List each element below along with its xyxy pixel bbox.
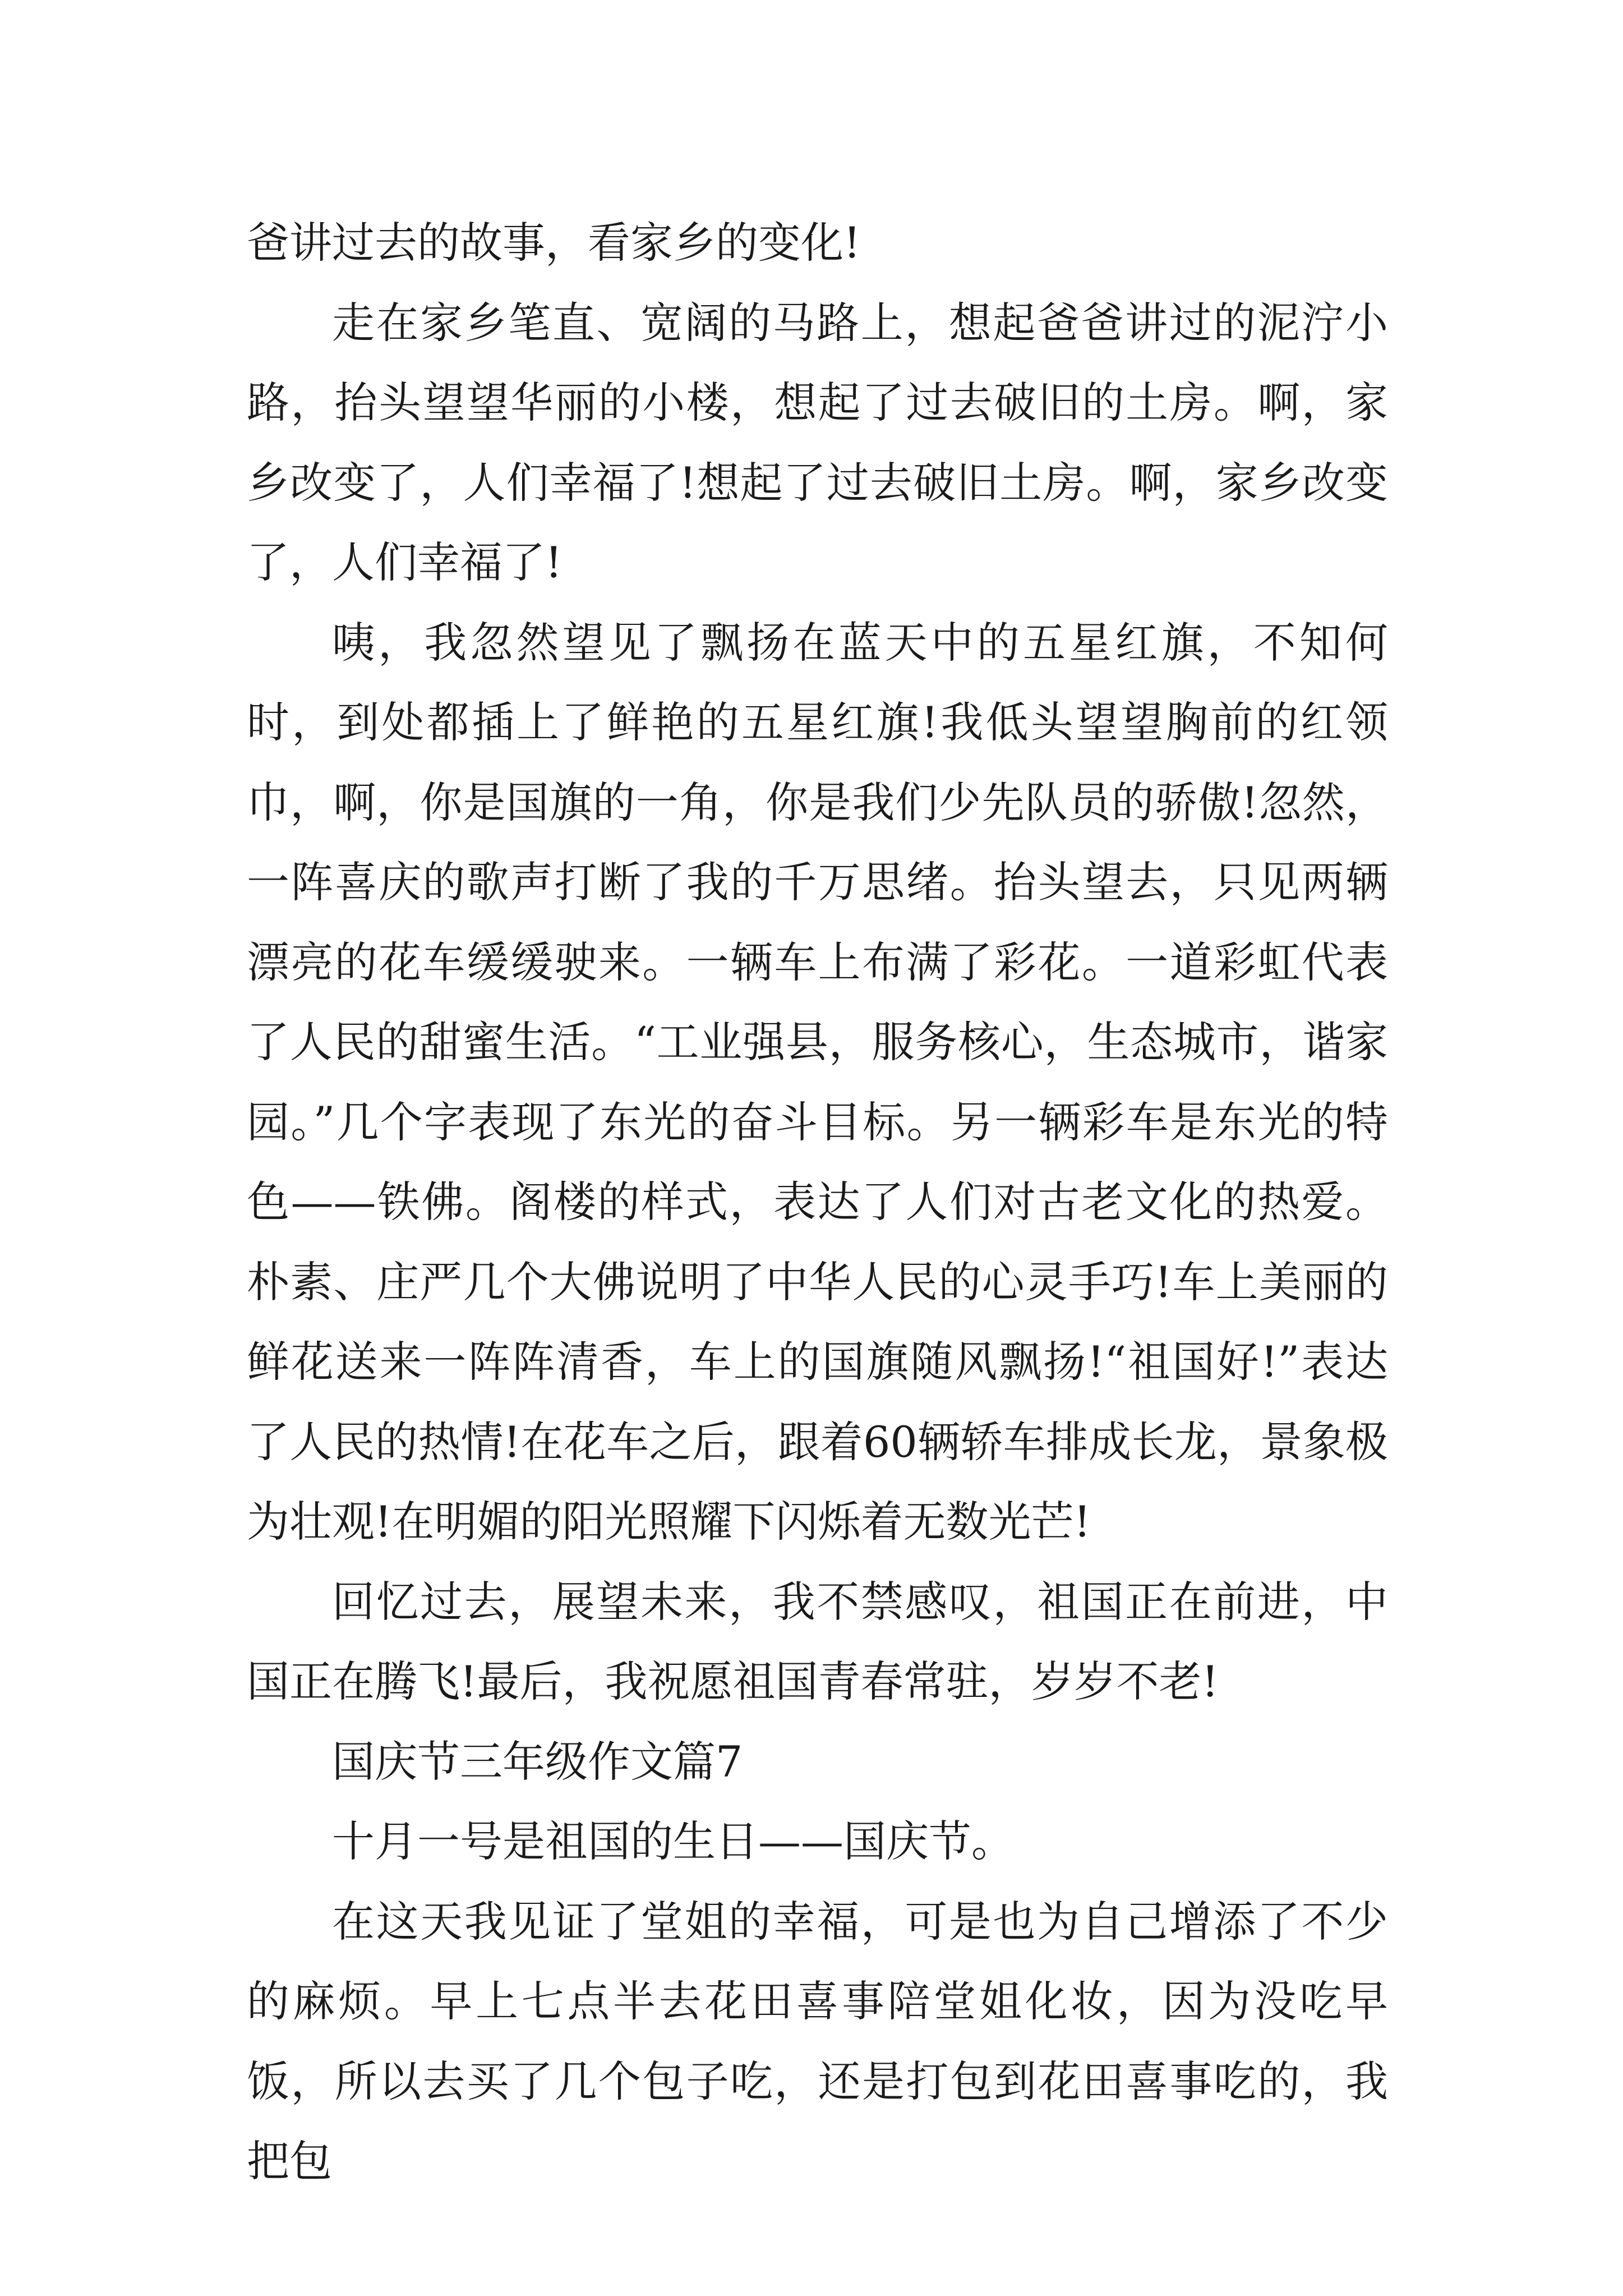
paragraph: 十月一号是祖国的生日——国庆节。 (332, 1816, 1014, 1866)
paragraph: 走在家乡笔直、宽阔的马路上，想起爸爸讲过的泥泞小路，抬头望望华丽的小楼，想起了过去破旧的土房。啊，家乡改变了，人们幸福了!想起了过去破旧土房。啊，家乡改变了，人们幸福了! (247, 297, 1388, 587)
paragraph: 爸讲过去的故事，看家乡的变化! (247, 218, 861, 268)
document-body (247, 203, 1388, 2202)
paragraph: 咦，我忽然望见了飘扬在蓝天中的五星红旗，不知何时，到处都插上了鲜艳的五星红旗!我低头望望胸前的红领巾，啊，你是国旗的一角，你是我们少先队员的骄傲!忽然，一阵喜庆的歌声打断了我的千万思绪。抬头望去，只见两辆漂亮的花车缓缓驶来。一辆车上布满了彩花。一道彩虹代表了人民的甜蜜生活。“工业强县，服务核心，生态城市，谐家园。”几个字表现了东光的奋斗目标。另一辆彩车是东光的特色——铁佛。阁楼的样式，表达了人们对古老文化的热爱。朴素、庄严几个大佛说明了中华人民的心灵手巧!车上美丽的鲜花送来一阵阵清香，车上的国旗随风飘扬!“祖国好!”表达了人民的热情!在花车之后，跟着60辆轿车排成长龙，景象极为壮观!在明媚的阳光照耀下闪烁着无数光芒! (247, 617, 1388, 1547)
paragraph: 回忆过去，展望未来，我不禁感叹，祖国正在前进，中国正在腾飞!最后，我祝愿祖国青春常驻，岁岁不老! (247, 1576, 1388, 1706)
section-heading: 国庆节三年级作文篇7 (332, 1736, 743, 1787)
paragraph: 在这天我见证了堂姐的幸福，可是也为自己增添了不少的麻烦。早上七点半去花田喜事陪堂姐化妆，因为没吃早饭，所以去买了几个包子吃，还是打包到花田喜事吃的，我把包 (247, 1896, 1388, 2186)
